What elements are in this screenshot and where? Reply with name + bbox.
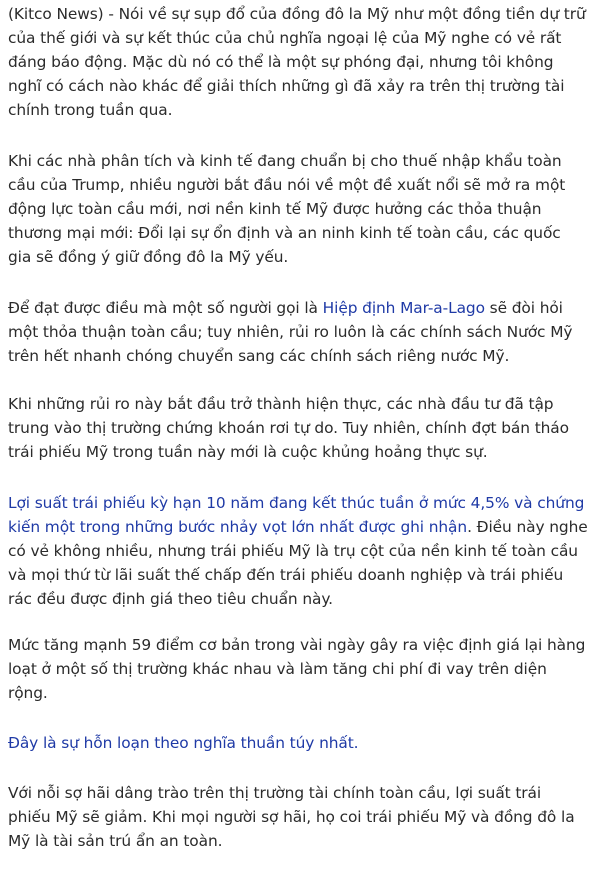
paragraph-intro: (Kitco News) - Nói về sự sụp đổ của đồng đô la Mỹ như một đồng tiền dự trữ của thế giới và sự kết thúc của chủ nghĩa ngoại lệ của Mỹ nghe có vẻ rất đáng báo động. Mặc dù nó có thể là một sự phóng đại, nhưng tôi không nghĩ có cách nào khác để giải thích những gì đã xảy ra trên thị trường tài chính trong tuần qua. (8, 5, 586, 119)
article-body (8, 2, 588, 877)
paragraph-mar-a-lago (8, 296, 588, 368)
paragraph-mar-a-lago-text-after: sẽ đòi hỏi một thỏa thuận toàn cầu; tuy nhiên, rủi ro luôn là các chính sách Nước Mỹ trên hết nhanh chóng chuyển sang các chính sách riêng nước Mỹ. (8, 299, 573, 365)
paragraph-safe-haven: Với nỗi sợ hãi dâng trào trên thị trường tài chính toàn cầu, lợi suất trái phiếu Mỹ sẽ giảm. Khi mọi người sợ hãi, họ coi trái phiếu Mỹ và đồng đô la Mỹ là tài sản trú ẩn an toàn. (8, 784, 575, 850)
ten-year-yield-link[interactable]: Lợi suất trái phiếu kỳ hạn 10 năm đang kết thúc tuần ở mức 4,5% và chứng kiến một trong những bước nhảy vọt lớn nhất được ghi nhận (8, 494, 585, 536)
paragraph-ten-year-yield (8, 491, 588, 611)
paragraph-chaos (8, 731, 588, 755)
paragraph-mar-a-lago-text-before: Để đạt được điều mà một số người gọi là (8, 299, 323, 317)
paragraph-bond-selloff: Khi những rủi ro này bắt đầu trở thành hiện thực, các nhà đầu tư đã tập trung vào thị trường chứng khoán rơi tự do. Tuy nhiên, chính đợt bán tháo trái phiếu Mỹ trong tuần này mới là cuộc khủng hoảng thực sự. (8, 395, 569, 461)
paragraph-ten-year-yield-text-after: . Điều này nghe có vẻ không nhiều, nhưng trái phiếu Mỹ là trụ cột của nền kinh tế toàn cầu và mọi thứ từ lãi suất thế chấp đến trái phiếu doanh nghiệp và trái phiếu rác đều được định giá theo tiêu chuẩn này. (8, 518, 588, 608)
mar-a-lago-accord-link[interactable]: Hiệp định Mar-a-Lago (322, 299, 485, 317)
paragraph-basis-points: Mức tăng mạnh 59 điểm cơ bản trong vài ngày gây ra việc định giá lại hàng loạt ở một số thị trường khác nhau và làm tăng chi phí đi vay trên diện rộng. (8, 636, 586, 702)
paragraph-trade-deals: Khi các nhà phân tích và kinh tế đang chuẩn bị cho thuế nhập khẩu toàn cầu của Trump, nhiều người bắt đầu nói về một đề xuất nổi sẽ mở ra một động lực toàn cầu mới, nơi nền kinh tế Mỹ được hưởng các thỏa thuận thương mại mới: Đổi lại sự ổn định và an ninh kinh tế toàn cầu, các quốc gia sẽ đồng ý giữ đồng đô la Mỹ yếu. (8, 152, 566, 266)
pure-chaos-link[interactable]: Đây là sự hỗn loạn theo nghĩa thuần túy nhất. (8, 734, 359, 752)
